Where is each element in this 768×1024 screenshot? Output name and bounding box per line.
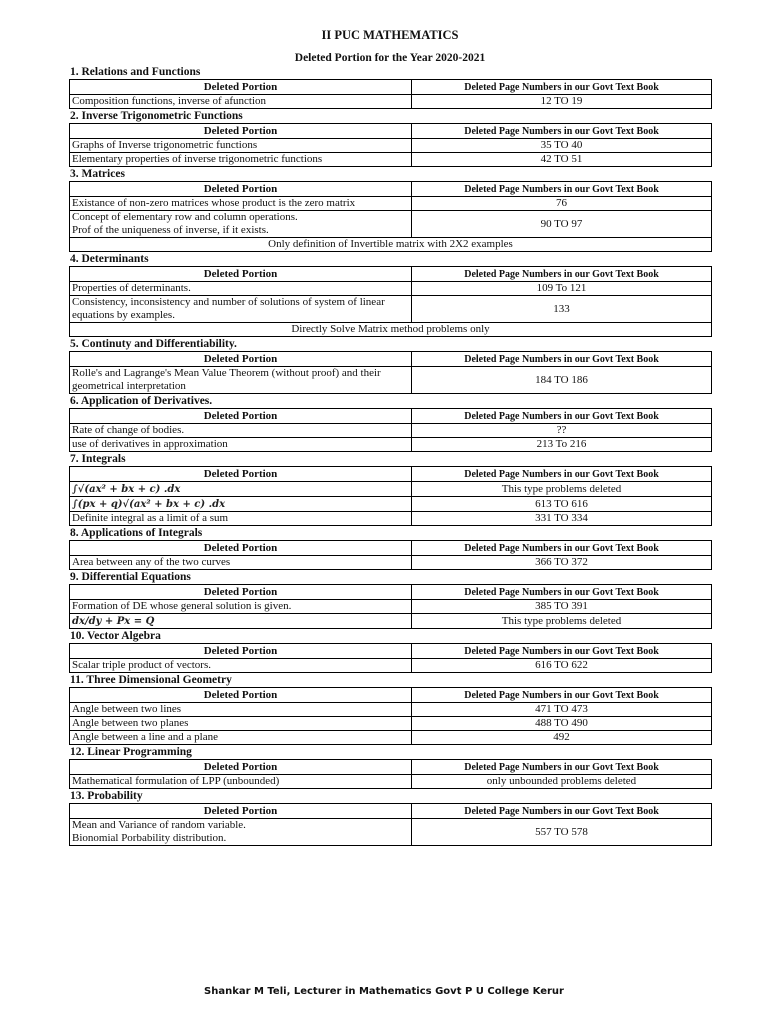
portion-text: Mathematical formulation of LPP (unbounded) <box>72 775 280 787</box>
page-numbers-cell: 213 To 216 <box>412 438 712 452</box>
header-deleted-portion: Deleted Portion <box>70 182 412 197</box>
sections-container <box>69 65 711 846</box>
deleted-portion-cell <box>70 775 412 789</box>
portion-text-line2: Bionomial Porbability distribution. <box>72 832 227 844</box>
formula-image <box>70 614 412 629</box>
page-numbers-cell: 35 TO 40 <box>412 139 712 153</box>
table-header-row <box>70 409 712 424</box>
table-row <box>70 424 712 438</box>
section-title: 13. Probability <box>70 790 143 802</box>
table-row <box>70 600 712 614</box>
deleted-portion-cell <box>70 197 412 211</box>
table-row <box>70 282 712 296</box>
footer-credit: Shankar M Teli, Lecturer in Mathematics Govt P U College Kerur <box>204 986 564 997</box>
portion-text: Definite integral as a limit of a sum <box>72 512 229 524</box>
page-numbers-cell: 613 TO 616 <box>412 497 712 512</box>
page-numbers-cell: 366 TO 372 <box>412 556 712 570</box>
section-table <box>69 181 712 252</box>
portion-text: Consistency, inconsistency and number of solutions of system of linear equations by examples. <box>72 296 385 321</box>
page-numbers-cell: 12 TO 19 <box>412 95 712 109</box>
section-note: Only definition of Invertible matrix with 2X2 examples <box>70 238 712 252</box>
section-title: 1. Relations and Functions <box>70 66 201 78</box>
header-page-numbers: Deleted Page Numbers in our Govt Text Book <box>412 644 712 659</box>
table-row <box>70 659 712 673</box>
header-page-numbers: Deleted Page Numbers in our Govt Text Book <box>412 80 712 95</box>
header-deleted-portion: Deleted Portion <box>70 804 412 819</box>
section-table <box>69 351 712 394</box>
portion-text-line2: Prof of the uniqueness of inverse, if it exists. <box>72 224 269 236</box>
table-header-row <box>70 124 712 139</box>
table-header-row <box>70 467 712 482</box>
table-header-row <box>70 644 712 659</box>
page-numbers-cell: 385 TO 391 <box>412 600 712 614</box>
page-numbers-cell: This type problems deleted <box>412 482 712 497</box>
section-title: 7. Integrals <box>70 453 126 465</box>
table-row <box>70 512 712 526</box>
table-note-row <box>70 238 712 252</box>
table-row <box>70 438 712 452</box>
formula-text: dx/dy + Px = Q <box>72 615 155 627</box>
portion-text: Mean and Variance of random variable. <box>72 819 246 831</box>
section-table <box>69 79 712 109</box>
page-numbers-cell: 184 TO 186 <box>412 367 712 394</box>
header-deleted-portion: Deleted Portion <box>70 409 412 424</box>
section-table <box>69 759 712 789</box>
portion-text: Properties of determinants. <box>72 282 191 294</box>
deleted-portion-cell <box>70 512 412 526</box>
table-header-row <box>70 585 712 600</box>
deleted-portion-cell <box>70 731 412 745</box>
page-numbers-cell: 331 TO 334 <box>412 512 712 526</box>
section-title: 3. Matrices <box>70 168 125 180</box>
header-deleted-portion: Deleted Portion <box>70 467 412 482</box>
header-page-numbers: Deleted Page Numbers in our Govt Text Book <box>412 804 712 819</box>
table-row <box>70 497 712 512</box>
header-deleted-portion: Deleted Portion <box>70 124 412 139</box>
portion-text: Existance of non-zero matrices whose product is the zero matrix <box>72 197 356 209</box>
table-header-row <box>70 80 712 95</box>
header-page-numbers: Deleted Page Numbers in our Govt Text Book <box>412 352 712 367</box>
table-row <box>70 819 712 846</box>
table-row <box>70 296 712 323</box>
header-deleted-portion: Deleted Portion <box>70 760 412 775</box>
page-numbers-cell: 90 TO 97 <box>412 211 712 238</box>
header-page-numbers: Deleted Page Numbers in our Govt Text Book <box>412 467 712 482</box>
section-table <box>69 466 712 526</box>
page-numbers-cell: 471 TO 473 <box>412 703 712 717</box>
section-note: Directly Solve Matrix method problems only <box>70 323 712 337</box>
document-subtitle: Deleted Portion for the Year 2020-2021 <box>294 52 486 64</box>
table-row <box>70 139 712 153</box>
portion-text: Elementary properties of inverse trigonometric functions <box>72 153 323 165</box>
header-deleted-portion: Deleted Portion <box>70 688 412 703</box>
table-header-row <box>70 182 712 197</box>
table-header-row <box>70 352 712 367</box>
deleted-portion-cell <box>70 703 412 717</box>
header-page-numbers: Deleted Page Numbers in our Govt Text Book <box>412 760 712 775</box>
table-note-row <box>70 323 712 337</box>
deleted-portion-cell <box>70 556 412 570</box>
page-numbers-cell: 133 <box>412 296 712 323</box>
formula-image <box>70 497 412 512</box>
portion-text: Graphs of Inverse trigonometric functions <box>72 139 258 151</box>
page-numbers-cell: This type problems deleted <box>412 614 712 629</box>
deleted-portion-cell <box>70 819 412 846</box>
portion-text: Angle between a line and a plane <box>72 731 218 743</box>
page-numbers-cell: 109 To 121 <box>412 282 712 296</box>
table-row <box>70 614 712 629</box>
table-row <box>70 703 712 717</box>
header-deleted-portion: Deleted Portion <box>70 352 412 367</box>
deleted-portion-cell <box>70 659 412 673</box>
table-row <box>70 731 712 745</box>
header-deleted-portion: Deleted Portion <box>70 541 412 556</box>
section-title: 8. Applications of Integrals <box>70 527 203 539</box>
section-title: 2. Inverse Trigonometric Functions <box>70 110 243 122</box>
header-page-numbers: Deleted Page Numbers in our Govt Text Book <box>412 124 712 139</box>
page-numbers-cell: 42 TO 51 <box>412 153 712 167</box>
section-table <box>69 123 712 167</box>
header-page-numbers: Deleted Page Numbers in our Govt Text Book <box>412 409 712 424</box>
portion-text: Rolle's and Lagrange's Mean Value Theorem (without proof) and their geometrical interpretation <box>72 367 381 392</box>
portion-text: use of derivatives in approximation <box>72 438 228 450</box>
deleted-portion-cell <box>70 153 412 167</box>
section-title: 4. Determinants <box>70 253 149 265</box>
section-table <box>69 687 712 745</box>
portion-text: Formation of DE whose general solution is given. <box>72 600 292 612</box>
table-row <box>70 367 712 394</box>
deleted-portion-cell <box>70 296 412 323</box>
page-numbers-cell: 557 TO 578 <box>412 819 712 846</box>
page-numbers-cell: only unbounded problems deleted <box>412 775 712 789</box>
section-title: 5. Continuty and Differentiability. <box>70 338 237 350</box>
table-row <box>70 775 712 789</box>
section-table <box>69 803 712 846</box>
deleted-portion-cell <box>70 438 412 452</box>
header-deleted-portion: Deleted Portion <box>70 80 412 95</box>
document-title: II PUC MATHEMATICS <box>321 28 459 42</box>
portion-text: Area between any of the two curves <box>72 556 231 568</box>
section-table <box>69 584 712 629</box>
portion-text: Angle between two lines <box>72 703 182 715</box>
table-header-row <box>70 804 712 819</box>
deleted-portion-cell <box>70 600 412 614</box>
page-numbers-cell: 488 TO 490 <box>412 717 712 731</box>
section-table <box>69 643 712 673</box>
header-page-numbers: Deleted Page Numbers in our Govt Text Book <box>412 182 712 197</box>
header-page-numbers: Deleted Page Numbers in our Govt Text Book <box>412 541 712 556</box>
table-header-row <box>70 541 712 556</box>
deleted-portion-cell <box>70 367 412 394</box>
section-table <box>69 408 712 452</box>
header-page-numbers: Deleted Page Numbers in our Govt Text Book <box>412 267 712 282</box>
table-row <box>70 556 712 570</box>
section-table <box>69 266 712 337</box>
table-header-row <box>70 760 712 775</box>
formula-text: ∫(px + q)√(ax² + bx + c) .dx <box>72 498 226 510</box>
page-numbers-cell: 76 <box>412 197 712 211</box>
page-numbers-cell: 492 <box>412 731 712 745</box>
portion-text: Composition functions, inverse of afunction <box>72 95 266 107</box>
section-title: 12. Linear Programming <box>70 746 192 758</box>
section-title: 6. Application of Derivatives. <box>70 395 213 407</box>
header-page-numbers: Deleted Page Numbers in our Govt Text Book <box>412 688 712 703</box>
page-numbers-cell: 616 TO 622 <box>412 659 712 673</box>
section-title: 10. Vector Algebra <box>70 630 161 642</box>
deleted-portion-cell <box>70 139 412 153</box>
deleted-portion-cell <box>70 717 412 731</box>
portion-text: Scalar triple product of vectors. <box>72 659 211 671</box>
portion-text: Rate of change of bodies. <box>72 424 185 436</box>
table-header-row <box>70 688 712 703</box>
table-row <box>70 482 712 497</box>
table-row <box>70 717 712 731</box>
document-page <box>69 0 711 846</box>
header-deleted-portion: Deleted Portion <box>70 644 412 659</box>
section-title: 11. Three Dimensional Geometry <box>70 674 232 686</box>
table-row <box>70 211 712 238</box>
deleted-portion-cell <box>70 95 412 109</box>
deleted-portion-cell <box>70 424 412 438</box>
table-header-row <box>70 267 712 282</box>
formula-text: ∫√(ax² + bx + c) .dx <box>72 483 181 495</box>
table-row <box>70 95 712 109</box>
portion-text: Concept of elementary row and column operations. <box>72 211 298 223</box>
table-row <box>70 153 712 167</box>
section-title: 9. Differential Equations <box>70 571 191 583</box>
table-row <box>70 197 712 211</box>
formula-image <box>70 482 412 497</box>
deleted-portion-cell <box>70 211 412 238</box>
section-table <box>69 540 712 570</box>
header-page-numbers: Deleted Page Numbers in our Govt Text Book <box>412 585 712 600</box>
portion-text: Angle between two planes <box>72 717 189 729</box>
header-deleted-portion: Deleted Portion <box>70 267 412 282</box>
header-deleted-portion: Deleted Portion <box>70 585 412 600</box>
page-numbers-cell: ?? <box>412 424 712 438</box>
deleted-portion-cell <box>70 282 412 296</box>
